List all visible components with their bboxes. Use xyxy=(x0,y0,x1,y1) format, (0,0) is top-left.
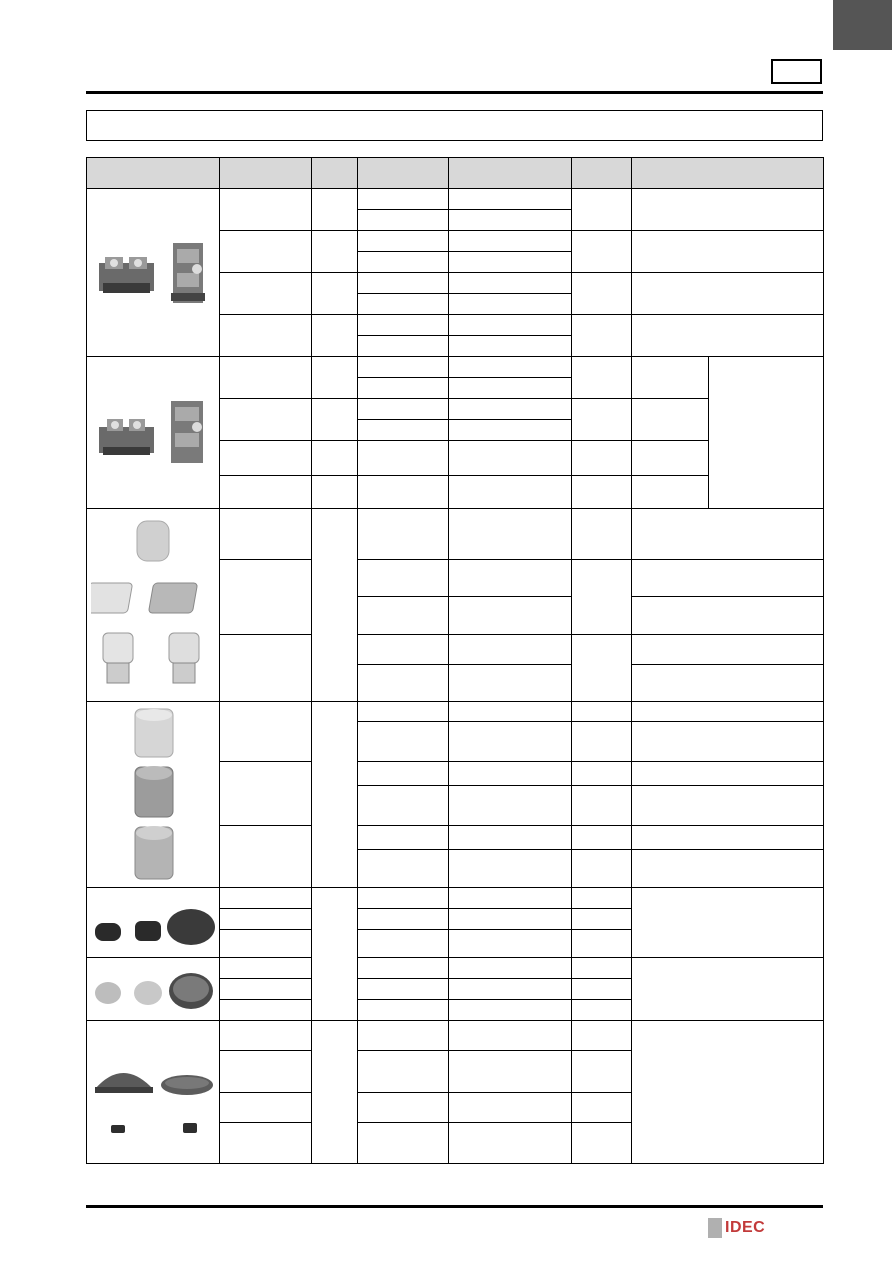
cell xyxy=(220,826,312,888)
cell xyxy=(572,560,632,635)
table-header-row xyxy=(87,158,824,189)
cell xyxy=(220,399,312,441)
cell xyxy=(312,888,358,1021)
cell xyxy=(220,1000,312,1021)
cell xyxy=(572,357,632,399)
cell xyxy=(220,476,312,509)
cell xyxy=(632,189,824,231)
cell xyxy=(449,958,572,979)
light-button-icon xyxy=(91,959,216,1019)
cell xyxy=(449,702,572,722)
cell xyxy=(449,909,572,930)
cell xyxy=(358,399,449,420)
cell xyxy=(358,930,449,958)
cell xyxy=(358,979,449,1000)
cell xyxy=(312,441,358,476)
round-lens-icon xyxy=(91,705,216,885)
cell xyxy=(358,231,449,252)
cell xyxy=(572,888,632,909)
cell xyxy=(312,509,358,702)
cell xyxy=(632,476,709,509)
cell xyxy=(572,850,632,888)
cell xyxy=(632,702,824,722)
table-row xyxy=(87,702,824,722)
cell xyxy=(220,930,312,958)
table-row xyxy=(87,189,824,210)
cell xyxy=(709,357,824,509)
cell xyxy=(449,231,572,252)
cell xyxy=(358,336,449,357)
cell xyxy=(572,476,632,509)
light-button-image xyxy=(87,958,220,1021)
cell xyxy=(449,826,572,850)
cell xyxy=(220,189,312,231)
table-row xyxy=(87,357,824,378)
cell xyxy=(572,273,632,315)
cell xyxy=(449,420,572,441)
cell xyxy=(632,315,824,357)
header-cell xyxy=(312,158,358,189)
idec-logo xyxy=(708,1218,765,1238)
cell xyxy=(358,722,449,762)
cell xyxy=(572,786,632,826)
header-cell xyxy=(449,158,572,189)
cell xyxy=(449,560,572,597)
header-cell xyxy=(220,158,312,189)
table-row xyxy=(87,509,824,560)
cell xyxy=(220,441,312,476)
cell xyxy=(449,357,572,378)
table-row xyxy=(87,1021,824,1051)
cell xyxy=(449,635,572,665)
cell xyxy=(572,826,632,850)
cell xyxy=(220,1123,312,1164)
parts-table xyxy=(86,157,824,1164)
cell xyxy=(358,1051,449,1093)
cell xyxy=(358,850,449,888)
cell xyxy=(358,560,449,597)
header-cell xyxy=(358,158,449,189)
cell xyxy=(449,1123,572,1164)
footer-rule xyxy=(86,1205,823,1208)
cell xyxy=(220,762,312,826)
cell xyxy=(449,1021,572,1051)
cell xyxy=(632,826,824,850)
cell xyxy=(220,979,312,1000)
cell xyxy=(358,958,449,979)
cell xyxy=(220,1051,312,1093)
cell xyxy=(358,476,449,509)
cell xyxy=(572,722,632,762)
logo-text: IDEC xyxy=(725,1219,766,1236)
cell xyxy=(220,357,312,399)
cell xyxy=(449,888,572,909)
cell xyxy=(449,252,572,273)
cell xyxy=(449,189,572,210)
cell xyxy=(220,560,312,635)
contact-block-icon xyxy=(91,393,216,473)
cell xyxy=(449,979,572,1000)
cell xyxy=(449,210,572,231)
cell xyxy=(572,441,632,476)
cell xyxy=(220,702,312,762)
dark-button-icon xyxy=(91,893,216,953)
cell xyxy=(358,888,449,909)
cell xyxy=(449,786,572,826)
cell xyxy=(449,1000,572,1021)
cell xyxy=(358,1021,449,1051)
cell xyxy=(358,509,449,560)
cell xyxy=(632,635,824,665)
cell xyxy=(632,722,824,762)
cell xyxy=(312,1021,358,1164)
cell xyxy=(358,826,449,850)
cell xyxy=(449,850,572,888)
cell xyxy=(220,315,312,357)
cell xyxy=(632,560,824,597)
cell xyxy=(632,597,824,635)
cell xyxy=(572,509,632,560)
cell xyxy=(632,399,709,441)
dark-button-image xyxy=(87,888,220,958)
cell xyxy=(632,762,824,786)
cell xyxy=(312,315,358,357)
cell xyxy=(220,958,312,979)
cell xyxy=(358,1123,449,1164)
chapter-tab xyxy=(833,0,892,50)
cell xyxy=(449,315,572,336)
cell xyxy=(449,722,572,762)
cell xyxy=(572,762,632,786)
cell xyxy=(358,665,449,702)
cell xyxy=(358,378,449,399)
cell xyxy=(572,635,632,702)
cell xyxy=(572,958,632,979)
cell xyxy=(358,252,449,273)
cell xyxy=(572,909,632,930)
cell xyxy=(632,357,709,399)
cell xyxy=(632,888,824,958)
cell xyxy=(449,509,572,560)
cell xyxy=(572,1123,632,1164)
cell xyxy=(572,231,632,273)
cell xyxy=(358,420,449,441)
header-cell xyxy=(87,158,220,189)
cell xyxy=(358,909,449,930)
cell xyxy=(449,1051,572,1093)
contact-block-image xyxy=(87,357,220,509)
cell xyxy=(358,357,449,378)
cell xyxy=(220,909,312,930)
lens-image xyxy=(87,509,220,702)
cell xyxy=(358,273,449,294)
cell xyxy=(220,635,312,702)
cell xyxy=(220,509,312,560)
cell xyxy=(572,189,632,231)
cell xyxy=(220,273,312,315)
cell xyxy=(449,762,572,786)
cell xyxy=(632,273,824,315)
contact-block-icon xyxy=(91,233,216,313)
cell xyxy=(220,888,312,909)
cell xyxy=(449,930,572,958)
cell xyxy=(632,850,824,888)
cell xyxy=(220,1021,312,1051)
cell xyxy=(358,762,449,786)
cell xyxy=(632,958,824,1021)
cell xyxy=(358,702,449,722)
mushroom-cap-icon xyxy=(91,1027,216,1157)
cell xyxy=(312,702,358,888)
cell xyxy=(312,273,358,315)
cell xyxy=(449,294,572,315)
cell xyxy=(358,1000,449,1021)
header-cell xyxy=(572,158,632,189)
cell xyxy=(449,273,572,294)
cell xyxy=(312,231,358,273)
cell xyxy=(358,786,449,826)
cell xyxy=(632,231,824,273)
cell xyxy=(449,441,572,476)
cell xyxy=(632,665,824,702)
cell xyxy=(358,210,449,231)
cell xyxy=(312,357,358,399)
header-rule xyxy=(86,91,823,94)
cell xyxy=(572,979,632,1000)
cell xyxy=(449,597,572,635)
logo-mark-icon xyxy=(708,1218,722,1238)
cell xyxy=(312,476,358,509)
cell xyxy=(358,294,449,315)
lens-icon xyxy=(91,513,216,698)
table-row xyxy=(87,958,824,979)
cell xyxy=(449,378,572,399)
cell xyxy=(449,1093,572,1123)
section-title-box xyxy=(86,110,823,141)
table-row xyxy=(87,888,824,909)
cell xyxy=(572,1021,632,1051)
cell xyxy=(449,665,572,702)
cell xyxy=(358,315,449,336)
cell xyxy=(572,930,632,958)
cell xyxy=(572,1000,632,1021)
contact-block-image xyxy=(87,189,220,357)
cell xyxy=(312,189,358,231)
cell xyxy=(572,1093,632,1123)
page-number-box xyxy=(771,59,822,84)
cell xyxy=(220,1093,312,1123)
cell xyxy=(632,1021,824,1164)
cell xyxy=(632,441,709,476)
round-lens-image xyxy=(87,702,220,888)
cell xyxy=(312,399,358,441)
cell xyxy=(358,597,449,635)
cell xyxy=(358,189,449,210)
header-cell xyxy=(632,158,824,189)
cell xyxy=(358,1093,449,1123)
cell xyxy=(449,476,572,509)
mushroom-cap-image xyxy=(87,1021,220,1164)
cell xyxy=(632,509,824,560)
cell xyxy=(632,786,824,826)
cell xyxy=(220,231,312,273)
cell xyxy=(358,635,449,665)
cell xyxy=(358,441,449,476)
cell xyxy=(449,399,572,420)
cell xyxy=(449,336,572,357)
cell xyxy=(572,315,632,357)
cell xyxy=(572,702,632,722)
cell xyxy=(572,399,632,441)
cell xyxy=(572,1051,632,1093)
